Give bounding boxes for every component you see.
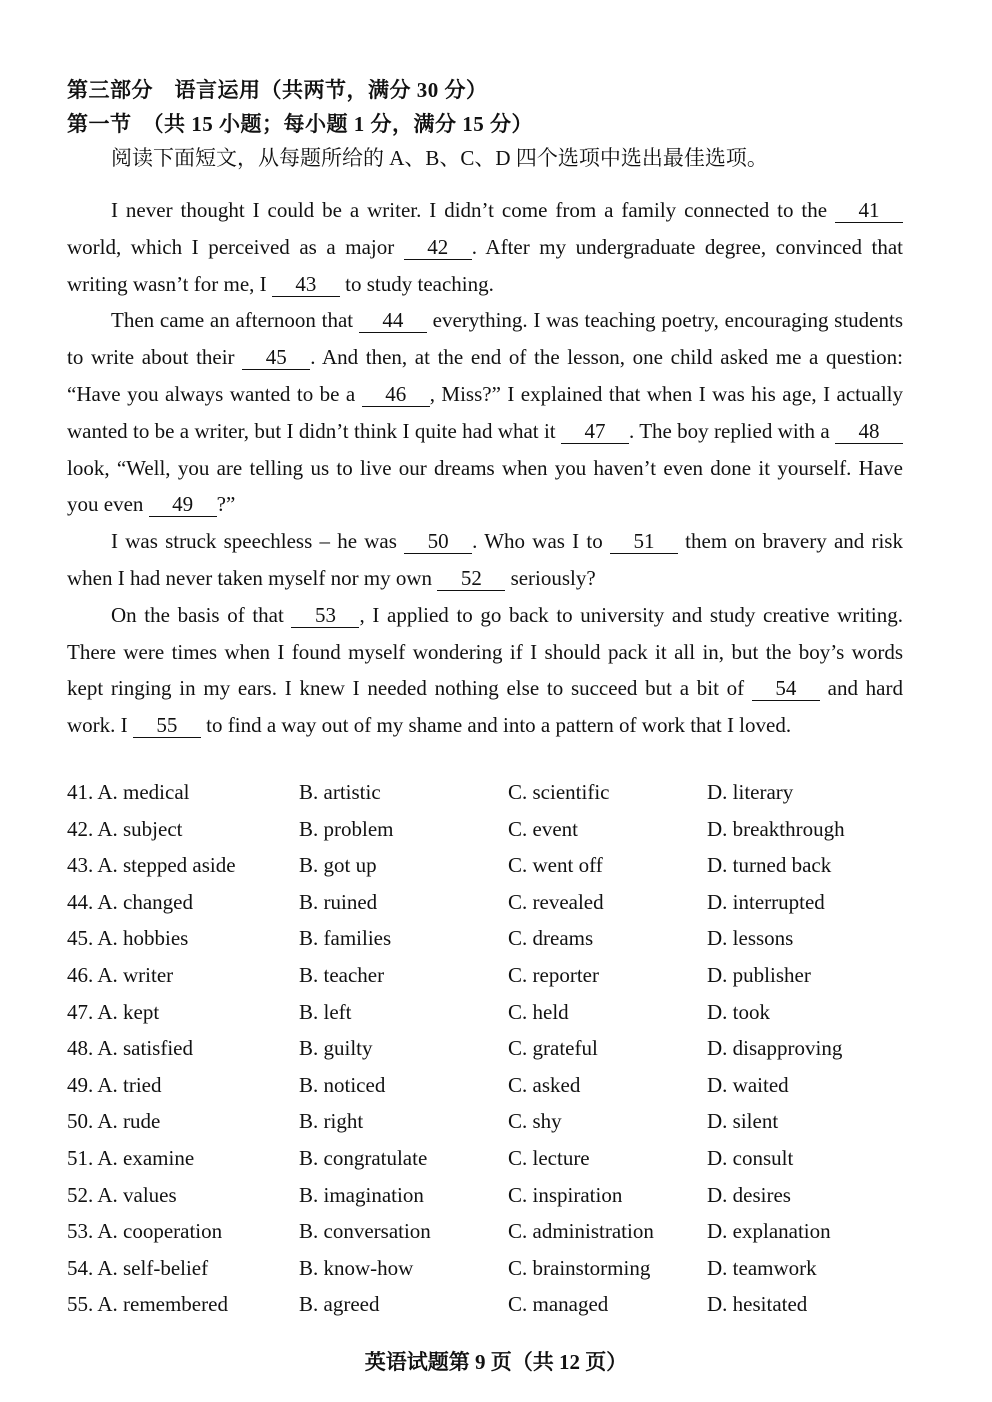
option-d: D. publisher <box>707 962 811 987</box>
option-c: C. reporter <box>508 962 599 987</box>
instruction: 阅读下面短文，从每题所给的 A、B、C、D 四个选项中选出最佳选项。 <box>111 146 768 170</box>
blank-42: 42 <box>404 235 472 260</box>
option-a: 54. A. self-belief <box>67 1255 209 1280</box>
question-row <box>67 1292 927 1329</box>
option-a: 46. A. writer <box>67 962 174 987</box>
question-row <box>67 817 927 854</box>
blank-52: 52 <box>437 566 505 591</box>
option-c: C. revealed <box>508 889 604 914</box>
question-row <box>67 1036 927 1073</box>
passage-text: them on bravery and risk when I had never taken myself nor my own <box>67 529 903 590</box>
option-a: 47. A. kept <box>67 999 160 1024</box>
option-b: B. agreed <box>299 1292 380 1317</box>
passage-text: . And then, at the end of the lesson, one child asked me a question: “Have you always wanted to be a <box>67 345 903 406</box>
question-row <box>67 1109 927 1146</box>
paragraph-2 <box>67 302 903 523</box>
option-d: D. consult <box>707 1145 794 1170</box>
option-d: D. breakthrough <box>707 816 845 841</box>
option-d: D. silent <box>707 1109 779 1134</box>
option-c: C. brainstorming <box>508 1255 651 1280</box>
blank-51: 51 <box>610 529 678 554</box>
question-row <box>67 853 927 890</box>
blank-49: 49 <box>149 492 217 517</box>
option-b: B. got up <box>299 853 377 878</box>
passage-text: I was struck speechless – he was <box>111 529 405 554</box>
option-d: D. interrupted <box>707 889 825 914</box>
option-c: C. grateful <box>508 1036 598 1061</box>
option-a: 48. A. satisfied <box>67 1036 193 1061</box>
option-d: D. took <box>707 999 770 1024</box>
question-row <box>67 1183 927 1220</box>
option-b: B. imagination <box>299 1182 424 1207</box>
passage-text: , Miss?” I explained that when I was his age, I actually wanted to be a writer, but I didn’t think I quite had what it <box>67 381 903 443</box>
option-b: B. teacher <box>299 962 385 987</box>
option-b: B. right <box>299 1109 364 1134</box>
question-row <box>67 1000 927 1037</box>
paragraph-3 <box>67 523 903 597</box>
option-d: D. hesitated <box>707 1292 808 1317</box>
option-b: B. guilty <box>299 1036 373 1061</box>
option-a: 51. A. examine <box>67 1145 195 1170</box>
blank-45: 45 <box>242 345 310 370</box>
section-subtitle: 第一节 （共 15 小题；每小题 1 分，满分 15 分） <box>67 112 533 136</box>
options-list <box>67 780 927 1329</box>
passage-text: look, “Well, you are telling us to live our dreams when you haven’t even done it yourself. Have you even <box>67 455 903 517</box>
option-d: D. literary <box>707 780 794 804</box>
option-c: C. lecture <box>508 1145 590 1170</box>
question-row <box>67 926 927 963</box>
question-row <box>67 1256 927 1293</box>
paragraph-1 <box>67 192 903 302</box>
passage-text: and hard work. I <box>67 676 903 738</box>
blank-53: 53 <box>291 603 359 628</box>
option-d: D. disapproving <box>707 1036 843 1061</box>
question-row <box>67 1146 927 1183</box>
option-c: C. inspiration <box>508 1182 623 1207</box>
section-title: 第三部分 语言运用（共两节，满分 30 分） <box>67 78 488 102</box>
passage-text: seriously? <box>505 565 596 590</box>
blank-50: 50 <box>404 529 472 554</box>
option-c: C. managed <box>508 1292 609 1317</box>
option-c: C. shy <box>508 1109 562 1134</box>
option-c: C. dreams <box>508 926 594 951</box>
passage-text: to find a way out of my shame and into a pattern of work that I loved. <box>200 713 792 738</box>
blank-41: 41 <box>835 198 903 223</box>
passage-text: to study teaching. <box>339 271 494 296</box>
option-d: D. turned back <box>707 853 832 878</box>
option-c: C. went off <box>508 853 603 878</box>
paragraph-4 <box>67 597 903 744</box>
option-b: B. left <box>299 999 352 1024</box>
option-c: C. scientific <box>508 780 610 804</box>
blank-46: 46 <box>362 382 430 407</box>
option-d: D. desires <box>707 1182 791 1207</box>
passage-text: Then came an afternoon that <box>111 308 359 333</box>
option-d: D. lessons <box>707 926 794 951</box>
question-row <box>67 780 927 817</box>
option-b: B. noticed <box>299 1072 386 1097</box>
option-b: B. conversation <box>299 1219 431 1244</box>
passage-text: On the basis of that <box>111 602 292 627</box>
option-d: D. waited <box>707 1072 789 1097</box>
blank-55: 55 <box>133 713 201 738</box>
option-a: 55. A. remembered <box>67 1292 228 1317</box>
option-a: 52. A. values <box>67 1182 177 1207</box>
option-a: 45. A. hobbies <box>67 926 189 951</box>
passage-text: everything. I was teaching poetry, encouraging students to write about their <box>67 308 904 370</box>
option-b: B. congratulate <box>299 1145 428 1170</box>
option-c: C. administration <box>508 1219 654 1244</box>
option-b: B. families <box>299 926 392 951</box>
blank-44: 44 <box>359 308 427 333</box>
passage-text: . Who was I to <box>472 529 610 554</box>
option-a: 43. A. stepped aside <box>67 853 236 878</box>
page-footer: 英语试题第 9 页（共 12 页） <box>364 1350 628 1374</box>
blank-48: 48 <box>835 419 903 444</box>
option-c: C. asked <box>508 1072 581 1097</box>
question-row <box>67 890 927 927</box>
option-b: B. know-how <box>299 1255 414 1280</box>
option-d: D. teamwork <box>707 1255 817 1280</box>
question-row <box>67 1219 927 1256</box>
passage <box>67 192 903 744</box>
blank-47: 47 <box>561 419 629 444</box>
blank-54: 54 <box>752 676 820 701</box>
option-a: 44. A. changed <box>67 889 193 914</box>
option-c: C. event <box>508 816 578 841</box>
option-d: D. explanation <box>707 1219 831 1244</box>
option-c: C. held <box>508 999 569 1024</box>
question-row <box>67 963 927 1000</box>
option-a: 49. A. tried <box>67 1072 162 1097</box>
passage-text: I never thought I could be a writer. I didn’t come from a family connected to the <box>111 198 835 222</box>
passage-text: world, which I perceived as a major <box>67 234 404 259</box>
passage-text: . The boy replied with a <box>628 418 835 443</box>
option-b: B. ruined <box>299 889 378 914</box>
blank-43: 43 <box>272 272 340 297</box>
passage-text: . After my undergraduate degree, convinced that writing wasn’t for me, I <box>67 234 903 296</box>
question-row <box>67 1073 927 1110</box>
option-a: 41. A. medical <box>67 780 190 804</box>
passage-text: ?” <box>216 492 236 517</box>
passage-text: , I applied to go back to university and study creative writing. There were times when I found myself wondering if I should pack it all in, but the boy’s words kept ringing in my ears. I knew I needed nothing else to succeed but a bit of <box>67 602 903 701</box>
option-a: 42. A. subject <box>67 816 183 841</box>
option-b: B. problem <box>299 816 394 841</box>
option-a: 50. A. rude <box>67 1109 161 1134</box>
option-a: 53. A. cooperation <box>67 1219 223 1244</box>
option-b: B. artistic <box>299 780 381 804</box>
